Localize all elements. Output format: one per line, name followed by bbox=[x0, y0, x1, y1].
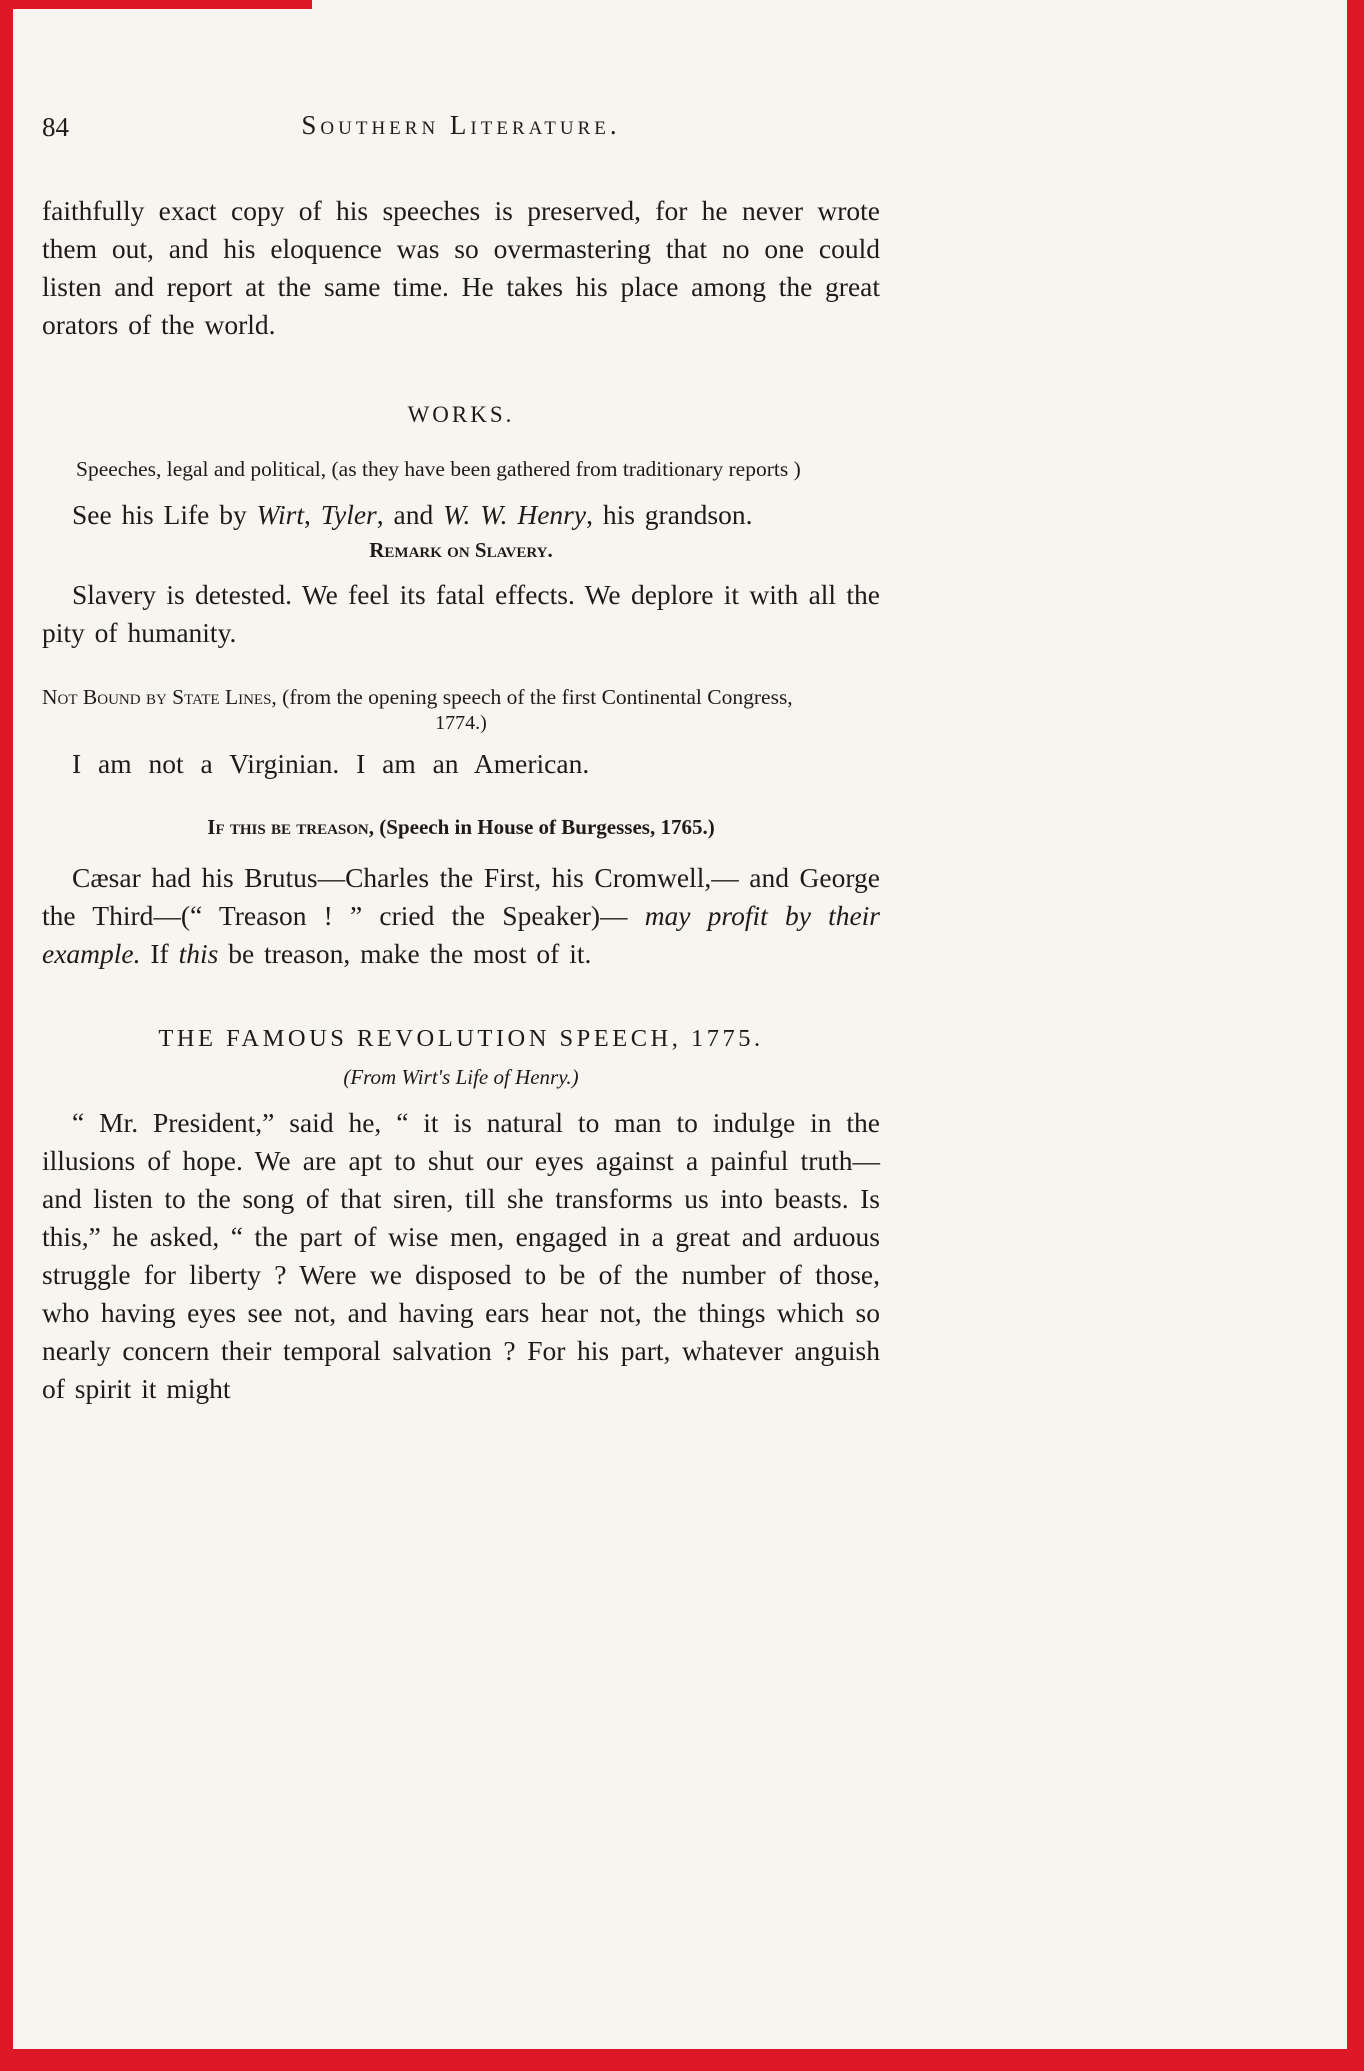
treason-text-1: Cæsar had his Brutus—Charles the First, his Cromwell,— and George the Third—(“ Treason ! ” cried the Speaker)— bbox=[42, 862, 880, 931]
state-lines-heading bbox=[42, 682, 880, 712]
life-text-1: See his Life by bbox=[72, 499, 257, 530]
life-text-2: , his grandson. bbox=[586, 499, 753, 530]
page-header bbox=[42, 110, 880, 152]
tyler-italic: Tyler bbox=[320, 499, 377, 530]
treason-text-3: be treason, make the most of it. bbox=[218, 938, 592, 969]
red-page-edge-top bbox=[0, 0, 312, 9]
treason-italic-1: may profit by their example. bbox=[42, 900, 881, 969]
remark-on-slavery-heading: Remark on Slavery. bbox=[369, 538, 553, 562]
treason-italic-2: this bbox=[178, 938, 219, 969]
page-number: 84 bbox=[42, 112, 69, 142]
works-heading: WORKS. bbox=[407, 402, 515, 427]
state-lines-heading-caps: Not Bound by State Lines, bbox=[42, 685, 277, 709]
life-comma: , bbox=[303, 499, 321, 530]
state-lines-heading-rest: (from the opening speech of the first Continental Congress, bbox=[276, 685, 793, 709]
treason-heading-rest: (Speech in House of Burgesses, 1765.) bbox=[374, 815, 715, 839]
works-note: Speeches, legal and political, (as they have been gathered from traditionary reports ) bbox=[76, 457, 801, 481]
treason-heading-caps: If this be treason, bbox=[207, 815, 375, 839]
slavery-paragraph: Slavery is detested. We feel its fatal effects. We deplore it with all the pity of humanity. bbox=[42, 579, 880, 648]
red-page-edge-right bbox=[1347, 0, 1364, 2071]
intro-paragraph: faithfully exact copy of his speeches is preserved, for he never wrote them out, and his eloquence was so overmastering that no one could listen and report at the same time. He takes his place among the great orators of the world. bbox=[42, 195, 880, 340]
treason-text-2: If bbox=[140, 938, 179, 969]
speech-source-line: (From Wirt's Life of Henry.) bbox=[343, 1065, 579, 1089]
treason-heading bbox=[42, 813, 880, 841]
wirt-italic: Wirt bbox=[256, 499, 304, 530]
life-paragraph bbox=[42, 496, 880, 534]
henry-italic: W. W. Henry bbox=[443, 499, 587, 530]
treason-paragraph bbox=[42, 859, 880, 973]
page-content bbox=[42, 110, 880, 1408]
revolution-speech-heading: THE FAMOUS REVOLUTION SPEECH, 1775. bbox=[158, 1025, 764, 1052]
running-title: Southern Literature. bbox=[301, 110, 621, 140]
life-and: , and bbox=[376, 499, 444, 530]
state-lines-year: 1774.) bbox=[435, 712, 487, 734]
virginian-paragraph: I am not a Virginian. I am an American. bbox=[72, 748, 590, 779]
speech-paragraph: “ Mr. President,” said he, “ it is natural to man to indulge in the illusions of hope. We are apt to shut our eyes against a painful truth—and listen to the song of that siren, till she transforms us into beasts. Is this,” he asked, “ the part of wise men, engaged in a great and arduous struggle for liberty ? Were we disposed to be of the number of those, who having eyes see not, and having ears hear not, the things which so nearly concern their temporal salvation ? For his part, whatever anguish of spirit it might bbox=[42, 1107, 880, 1404]
red-page-edge-left bbox=[0, 0, 13, 2071]
red-page-edge-bottom bbox=[0, 2049, 1364, 2071]
